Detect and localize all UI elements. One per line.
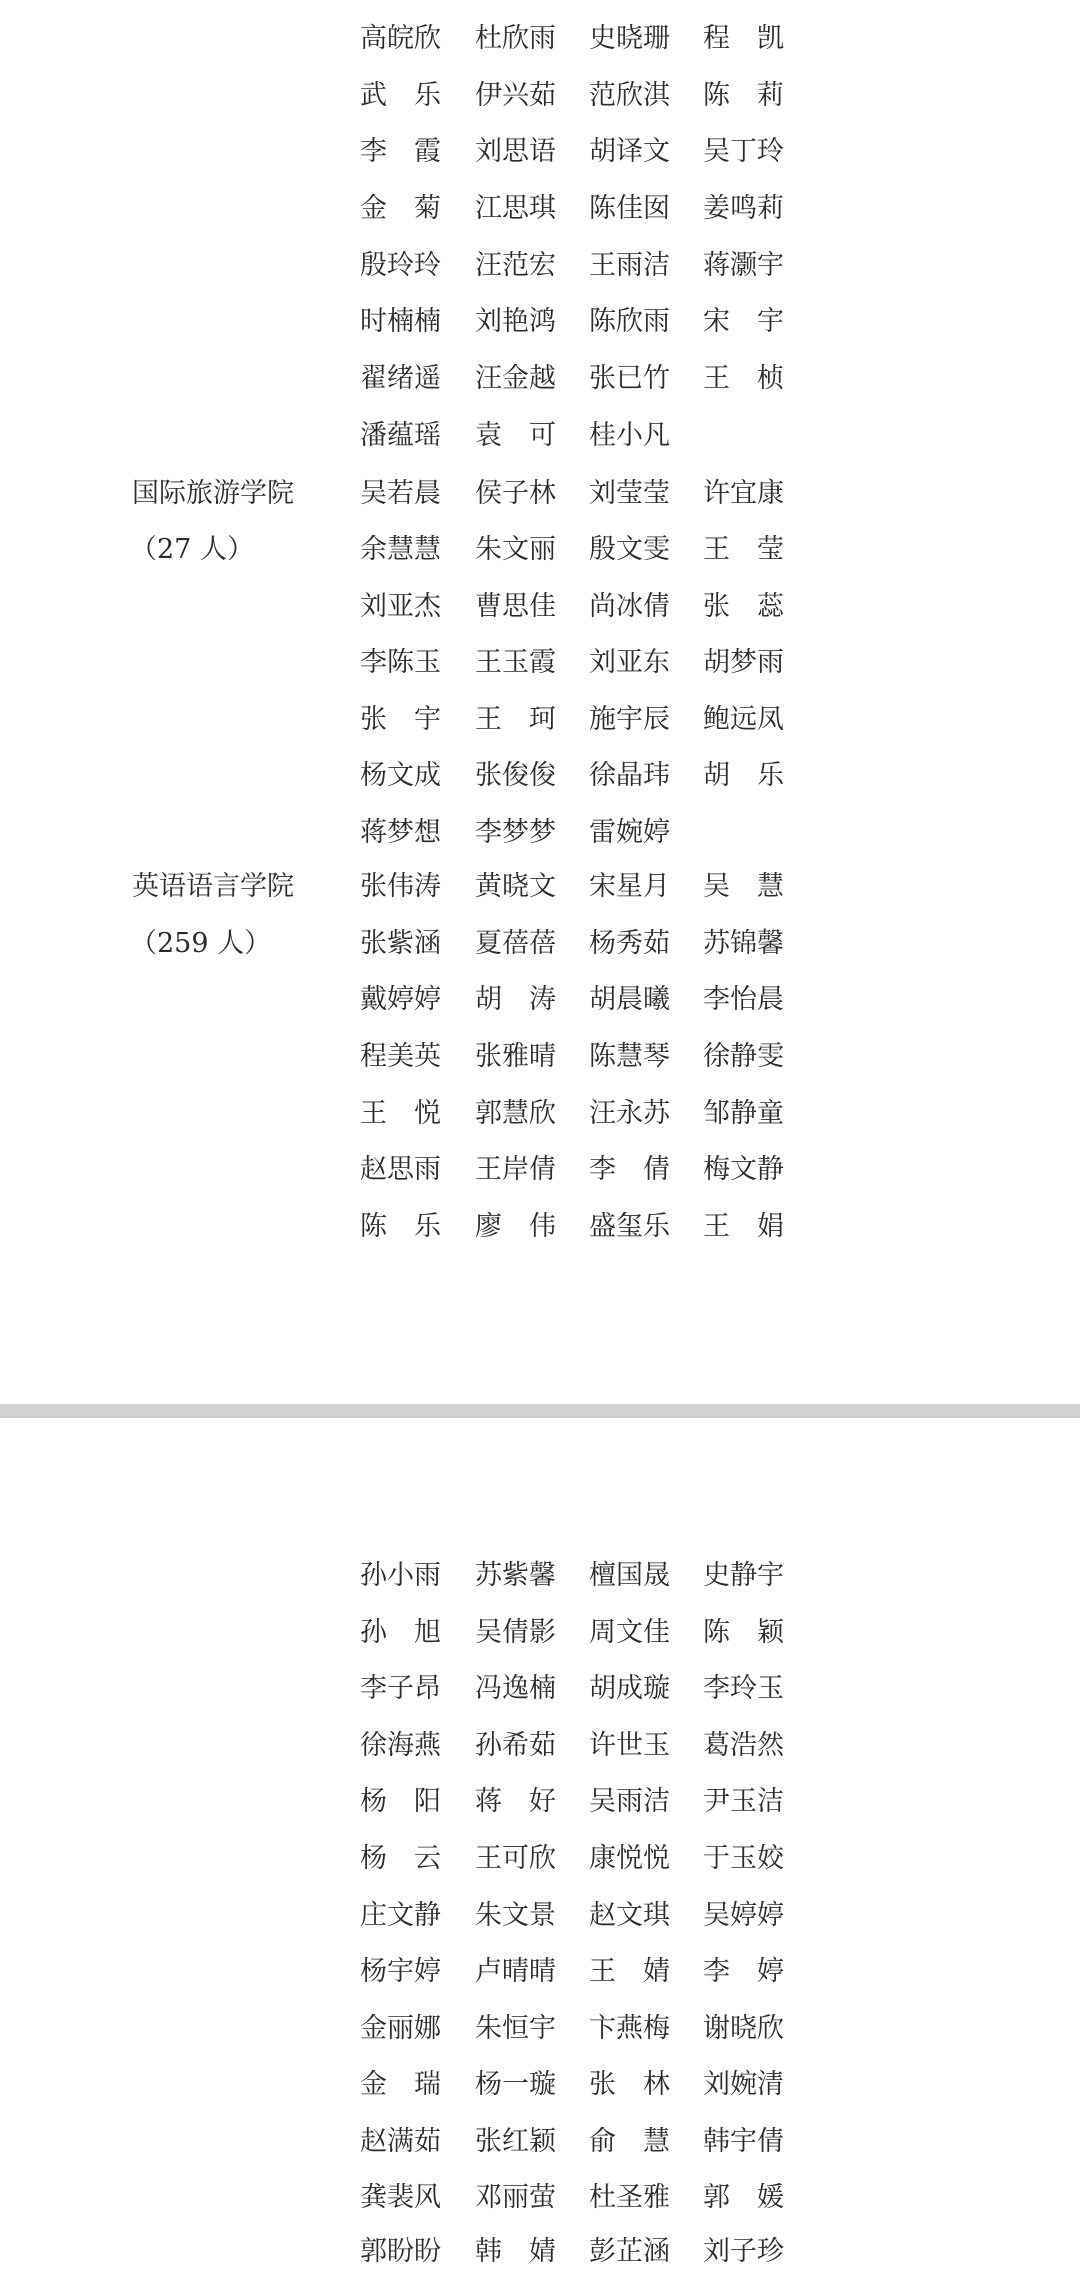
student-name: 胡成璇 xyxy=(589,1673,670,1704)
college-count-international-tourism: （27 人） xyxy=(130,534,254,565)
student-name: 吴婷婷 xyxy=(703,1900,784,1931)
student-name: 武 乐 xyxy=(360,80,441,111)
student-name: 檀国晟 xyxy=(589,1560,670,1591)
student-name: 金 瑞 xyxy=(360,2069,441,2100)
name-row xyxy=(0,1142,1080,1198)
student-name: 胡晨曦 xyxy=(589,984,670,1015)
student-name: 李陈玉 xyxy=(360,647,441,678)
student-name: 张俊俊 xyxy=(475,760,556,791)
student-name: 金丽娜 xyxy=(360,2013,441,2044)
student-name: 杨 阳 xyxy=(360,1786,441,1817)
student-name: 程 凯 xyxy=(703,23,784,54)
student-name: 刘艳鸿 xyxy=(475,306,556,337)
student-name: 张已竹 xyxy=(589,363,670,394)
student-name: 曹思佳 xyxy=(475,591,556,622)
student-name: 周文佳 xyxy=(589,1617,670,1648)
student-name: 史晓珊 xyxy=(589,23,670,54)
student-name: 许世玉 xyxy=(589,1730,670,1761)
student-name: 陈慧琴 xyxy=(589,1041,670,1072)
student-name: 王 婧 xyxy=(589,1956,670,1987)
student-name: 汪范宏 xyxy=(475,250,556,281)
student-name: 杨一璇 xyxy=(475,2069,556,2100)
student-name: 徐晶玮 xyxy=(589,760,670,791)
student-name: 蒋灏宇 xyxy=(703,250,784,281)
name-row xyxy=(0,2057,1080,2113)
student-name: 庄文静 xyxy=(360,1900,441,1931)
name-row xyxy=(0,466,1080,522)
student-name: 李 婷 xyxy=(703,1956,784,1987)
name-row xyxy=(0,2114,1080,2170)
student-name: 翟绪遥 xyxy=(360,363,441,394)
student-name: 王可欣 xyxy=(475,1843,556,1874)
college-name-english-language: 英语语言学院 xyxy=(132,871,294,902)
student-name: 吴倩影 xyxy=(475,1617,556,1648)
student-name: 冯逸楠 xyxy=(475,1673,556,1704)
name-row xyxy=(0,238,1080,294)
name-row xyxy=(0,692,1080,748)
name-row xyxy=(0,1831,1080,1887)
student-name: 吴丁玲 xyxy=(703,136,784,167)
student-name: 胡 涛 xyxy=(475,984,556,1015)
name-row xyxy=(0,635,1080,691)
student-name: 施宇辰 xyxy=(589,704,670,735)
name-row xyxy=(0,124,1080,180)
name-row xyxy=(0,1661,1080,1717)
student-name: 杨 云 xyxy=(360,1843,441,1874)
student-name: 徐静雯 xyxy=(703,1041,784,1072)
student-name: 尚冰倩 xyxy=(589,591,670,622)
student-name: 卞燕梅 xyxy=(589,2013,670,2044)
student-name: 殷玲玲 xyxy=(360,250,441,281)
student-name: 孙小雨 xyxy=(360,1560,441,1591)
student-name: 郭 媛 xyxy=(703,2182,784,2213)
student-name: 韩宇倩 xyxy=(703,2126,784,2157)
student-name: 殷文雯 xyxy=(589,534,670,565)
student-name: 陈 乐 xyxy=(360,1211,441,1242)
student-name: 潘蕴瑶 xyxy=(360,420,441,451)
student-name: 张 蕊 xyxy=(703,591,784,622)
student-name: 雷婉婷 xyxy=(589,817,670,848)
name-row xyxy=(0,1774,1080,1830)
name-row xyxy=(0,1086,1080,1142)
student-name: 吴 慧 xyxy=(703,871,784,902)
student-name: 张伟涛 xyxy=(360,871,441,902)
name-row xyxy=(0,408,1080,464)
college-count-english-language: （259 人） xyxy=(130,928,272,959)
student-name: 刘亚东 xyxy=(589,647,670,678)
student-name: 胡译文 xyxy=(589,136,670,167)
student-name: 刘子珍 xyxy=(703,2236,784,2267)
document-page-2 xyxy=(0,1418,1080,2280)
student-name: 赵满茹 xyxy=(360,2126,441,2157)
student-name: 杨秀茹 xyxy=(589,928,670,959)
student-name: 谢晓欣 xyxy=(703,2013,784,2044)
student-name: 朱文景 xyxy=(475,1900,556,1931)
student-name: 杜欣雨 xyxy=(475,23,556,54)
student-name: 邓丽萤 xyxy=(475,2182,556,2213)
name-row xyxy=(0,1548,1080,1604)
student-name: 黄晓文 xyxy=(475,871,556,902)
page-divider xyxy=(0,1404,1080,1418)
student-name: 夏蓓蓓 xyxy=(475,928,556,959)
student-name: 赵文琪 xyxy=(589,1900,670,1931)
name-row xyxy=(0,748,1080,804)
name-row xyxy=(0,522,1080,578)
student-name: 侯子林 xyxy=(475,478,556,509)
student-name: 王玉霞 xyxy=(475,647,556,678)
student-name: 王 悦 xyxy=(360,1098,441,1129)
student-name: 金 菊 xyxy=(360,193,441,224)
student-name: 刘思语 xyxy=(475,136,556,167)
student-name: 陈佳囡 xyxy=(589,193,670,224)
student-name: 桂小凡 xyxy=(589,420,670,451)
student-name: 李子昂 xyxy=(360,1673,441,1704)
student-name: 刘婉清 xyxy=(703,2069,784,2100)
student-name: 张红颖 xyxy=(475,2126,556,2157)
student-name: 俞 慧 xyxy=(589,2126,670,2157)
name-row xyxy=(0,1605,1080,1661)
name-row xyxy=(0,579,1080,635)
name-row xyxy=(0,1029,1080,1085)
student-name: 戴婷婷 xyxy=(360,984,441,1015)
student-name: 张雅晴 xyxy=(475,1041,556,1072)
student-name: 邹静童 xyxy=(703,1098,784,1129)
student-name: 吴雨洁 xyxy=(589,1786,670,1817)
name-row xyxy=(0,1888,1080,1944)
student-name: 王 桢 xyxy=(703,363,784,394)
student-name: 刘亚杰 xyxy=(360,591,441,622)
name-row xyxy=(0,68,1080,124)
name-row xyxy=(0,2224,1080,2280)
student-name: 伊兴茹 xyxy=(475,80,556,111)
student-name: 李 倩 xyxy=(589,1154,670,1185)
student-name: 王 珂 xyxy=(475,704,556,735)
student-name: 鲍远凤 xyxy=(703,704,784,735)
student-name: 胡 乐 xyxy=(703,760,784,791)
student-name: 高皖欣 xyxy=(360,23,441,54)
student-name: 郭慧欣 xyxy=(475,1098,556,1129)
student-name: 徐海燕 xyxy=(360,1730,441,1761)
student-name: 赵思雨 xyxy=(360,1154,441,1185)
student-name: 宋星月 xyxy=(589,871,670,902)
college-name-international-tourism: 国际旅游学院 xyxy=(132,478,294,509)
name-row xyxy=(0,2170,1080,2226)
student-name: 梅文静 xyxy=(703,1154,784,1185)
student-name: 李 霞 xyxy=(360,136,441,167)
student-name: 彭芷涵 xyxy=(589,2236,670,2267)
student-name: 史静宇 xyxy=(703,1560,784,1591)
student-name: 陈 颖 xyxy=(703,1617,784,1648)
student-name: 李怡晨 xyxy=(703,984,784,1015)
student-name: 葛浩然 xyxy=(703,1730,784,1761)
student-name: 王岸倩 xyxy=(475,1154,556,1185)
student-name: 王 莹 xyxy=(703,534,784,565)
name-row xyxy=(0,294,1080,350)
student-name: 范欣淇 xyxy=(589,80,670,111)
student-name: 廖 伟 xyxy=(475,1211,556,1242)
student-name: 苏紫馨 xyxy=(475,1560,556,1591)
student-name: 于玉姣 xyxy=(703,1843,784,1874)
name-row xyxy=(0,11,1080,67)
student-name: 江思琪 xyxy=(475,193,556,224)
student-name: 杜圣雅 xyxy=(589,2182,670,2213)
student-name: 陈欣雨 xyxy=(589,306,670,337)
name-row xyxy=(0,859,1080,915)
student-name: 苏锦馨 xyxy=(703,928,784,959)
student-name: 龚裴风 xyxy=(360,2182,441,2213)
student-name: 张 宇 xyxy=(360,704,441,735)
student-name: 汪永苏 xyxy=(589,1098,670,1129)
student-name: 时楠楠 xyxy=(360,306,441,337)
student-name: 张 林 xyxy=(589,2069,670,2100)
student-name: 韩 婧 xyxy=(475,2236,556,2267)
student-name: 程美英 xyxy=(360,1041,441,1072)
student-name: 朱恒宇 xyxy=(475,2013,556,2044)
student-name: 吴若晨 xyxy=(360,478,441,509)
student-name: 张紫涵 xyxy=(360,928,441,959)
student-name: 许宜康 xyxy=(703,478,784,509)
student-name: 王 娟 xyxy=(703,1211,784,1242)
student-name: 朱文丽 xyxy=(475,534,556,565)
student-name: 姜鸣莉 xyxy=(703,193,784,224)
student-name: 刘莹莹 xyxy=(589,478,670,509)
student-name: 汪金越 xyxy=(475,363,556,394)
student-name: 卢晴晴 xyxy=(475,1956,556,1987)
student-name: 陈 莉 xyxy=(703,80,784,111)
student-name: 胡梦雨 xyxy=(703,647,784,678)
name-row xyxy=(0,916,1080,972)
name-row xyxy=(0,351,1080,407)
student-name: 袁 可 xyxy=(475,420,556,451)
student-name: 李梦梦 xyxy=(475,817,556,848)
student-name: 李玲玉 xyxy=(703,1673,784,1704)
name-row xyxy=(0,1199,1080,1255)
student-name: 盛玺乐 xyxy=(589,1211,670,1242)
student-name: 郭盼盼 xyxy=(360,2236,441,2267)
student-name: 尹玉洁 xyxy=(703,1786,784,1817)
student-name: 杨文成 xyxy=(360,760,441,791)
name-row xyxy=(0,805,1080,861)
student-name: 蒋 好 xyxy=(475,1786,556,1817)
student-name: 王雨洁 xyxy=(589,250,670,281)
student-name: 康悦悦 xyxy=(589,1843,670,1874)
name-row xyxy=(0,972,1080,1028)
student-name: 宋 宇 xyxy=(703,306,784,337)
student-name: 孙 旭 xyxy=(360,1617,441,1648)
student-name: 蒋梦想 xyxy=(360,817,441,848)
student-name: 孙希茹 xyxy=(475,1730,556,1761)
name-row xyxy=(0,1718,1080,1774)
name-row xyxy=(0,1944,1080,2000)
student-name: 杨宇婷 xyxy=(360,1956,441,1987)
student-name: 余慧慧 xyxy=(360,534,441,565)
name-row xyxy=(0,2001,1080,2057)
name-row xyxy=(0,181,1080,237)
